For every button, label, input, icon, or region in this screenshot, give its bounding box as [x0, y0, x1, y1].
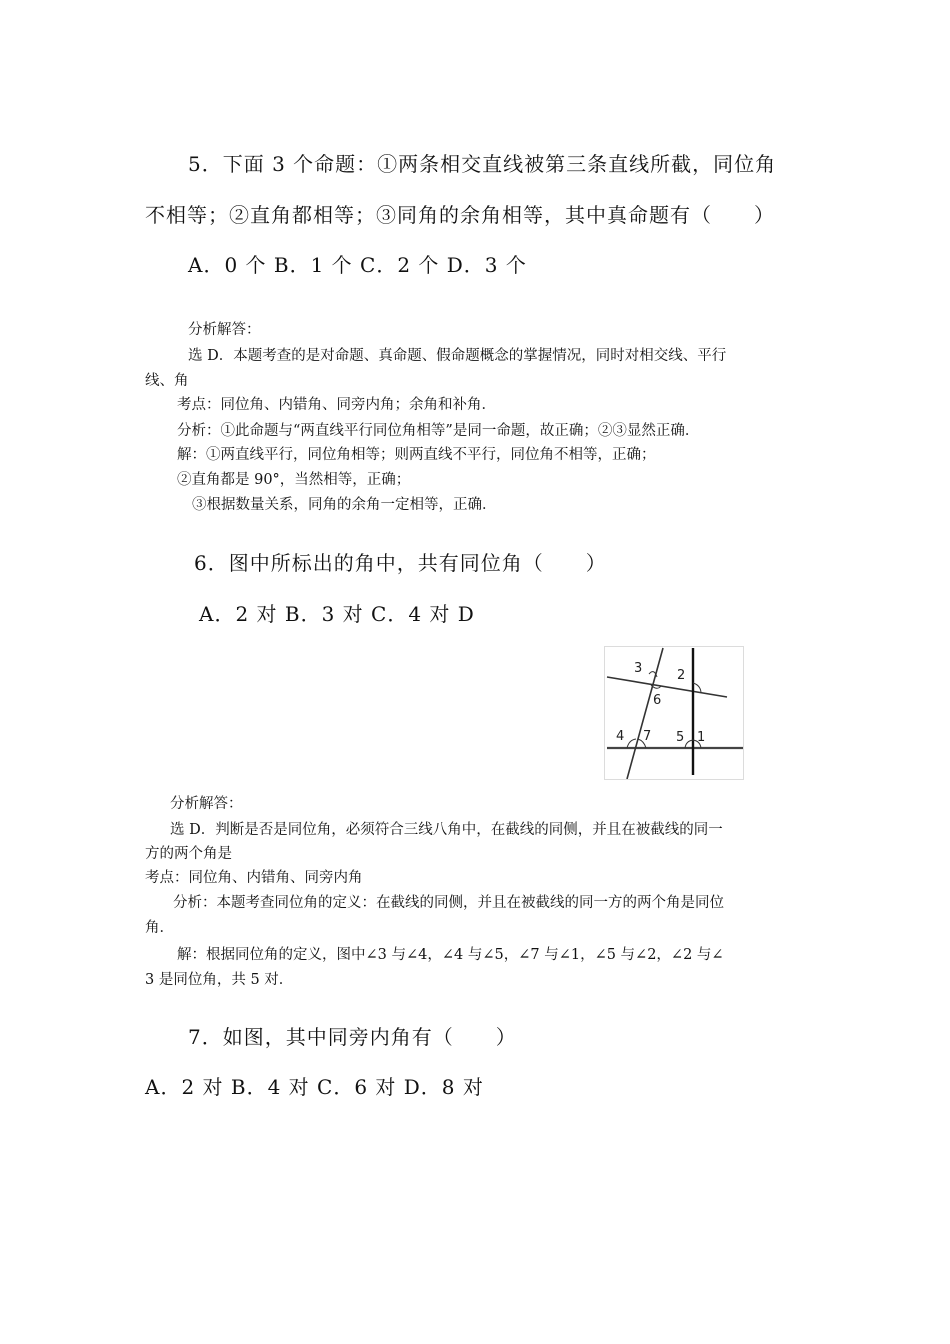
a5-choice-line1: 选 D．本题考查的是对命题、真命题、假命题概念的掌握情况，同时对相交线、平行 [188, 348, 727, 364]
a6-jie-line1: 解：根据同位角的定义，图中∠3 与∠4，∠4 与∠5，∠7 与∠1，∠5 与∠2，∠2 与∠ [177, 947, 724, 963]
a6-choice-line1: 选 D．判断是否是同位角，必须符合三线八角中，在截线的同侧，并且在被截线的同一 [170, 822, 723, 838]
a5-choice-line2: 线、角 [145, 373, 189, 389]
q6-figure [604, 646, 744, 780]
a6-jie-line2: 3 是同位角，共 5 对． [145, 972, 294, 988]
angle-2-arc [693, 683, 701, 692]
a5-jie-line1: 解：①两直线平行，同位角相等；则两直线不平行，同位角不相等，正确； [177, 447, 656, 463]
q6-options: A．2 对 B．3 对 C．4 对 D [199, 602, 475, 626]
a6-fenxi-line2: 角． [145, 920, 174, 936]
a5-jie-line3: ③根据数量关系，同角的余角一定相等，正确． [192, 497, 497, 513]
a6-kaodian: 考点：同位角、内错角、同旁内角 [145, 870, 363, 886]
angle-label-3: 3 [634, 661, 643, 676]
a5-kaodian: 考点：同位角、内错角、同旁内角；余角和补角． [177, 397, 496, 413]
angle-5-arc [685, 740, 693, 748]
q5-stem-line2: 不相等；②直角都相等；③同角的余角相等，其中真命题有（ ） [145, 203, 775, 227]
angle-label-5: 5 [676, 730, 685, 745]
angle-label-7: 7 [643, 729, 652, 744]
a5-heading: 分析解答： [188, 322, 261, 338]
a6-fenxi-line1: 分析：本题考查同位角的定义：在截线的同侧，并且在被截线的同一方的两个角是同位 [173, 895, 724, 911]
lines-angles-diagram [605, 647, 743, 779]
slanted-transversal [627, 648, 663, 779]
a5-fenxi: 分析：①此命题与“两直线平行同位角相等”是同一命题，故正确；②③显然正确． [177, 423, 700, 439]
angle-4-arc [627, 739, 636, 748]
a6-choice-line2: 方的两个角是 [145, 846, 232, 862]
q6-stem: 6．图中所标出的角中，共有同位角（ ） [194, 551, 607, 575]
angle-label-1: 1 [697, 730, 706, 745]
q7-options: A．2 对 B．4 对 C．6 对 D．8 对 [145, 1075, 484, 1099]
a5-jie-line2: ②直角都是 90°，当然相等，正确； [177, 472, 411, 488]
angle-label-6: 6 [653, 693, 662, 708]
q5-stem-line1: 5．下面 3 个命题：①两条相交直线被第三条直线所截，同位角 [188, 152, 777, 176]
q5-options: A．0 个 B．1 个 C．2 个 D．3 个 [188, 253, 527, 277]
angle-label-4: 4 [616, 729, 625, 744]
upper-slanted-line [607, 677, 727, 697]
angle-label-2: 2 [677, 668, 686, 683]
q7-stem: 7．如图，其中同旁内角有（ ） [188, 1025, 517, 1049]
a6-heading: 分析解答： [170, 796, 243, 812]
